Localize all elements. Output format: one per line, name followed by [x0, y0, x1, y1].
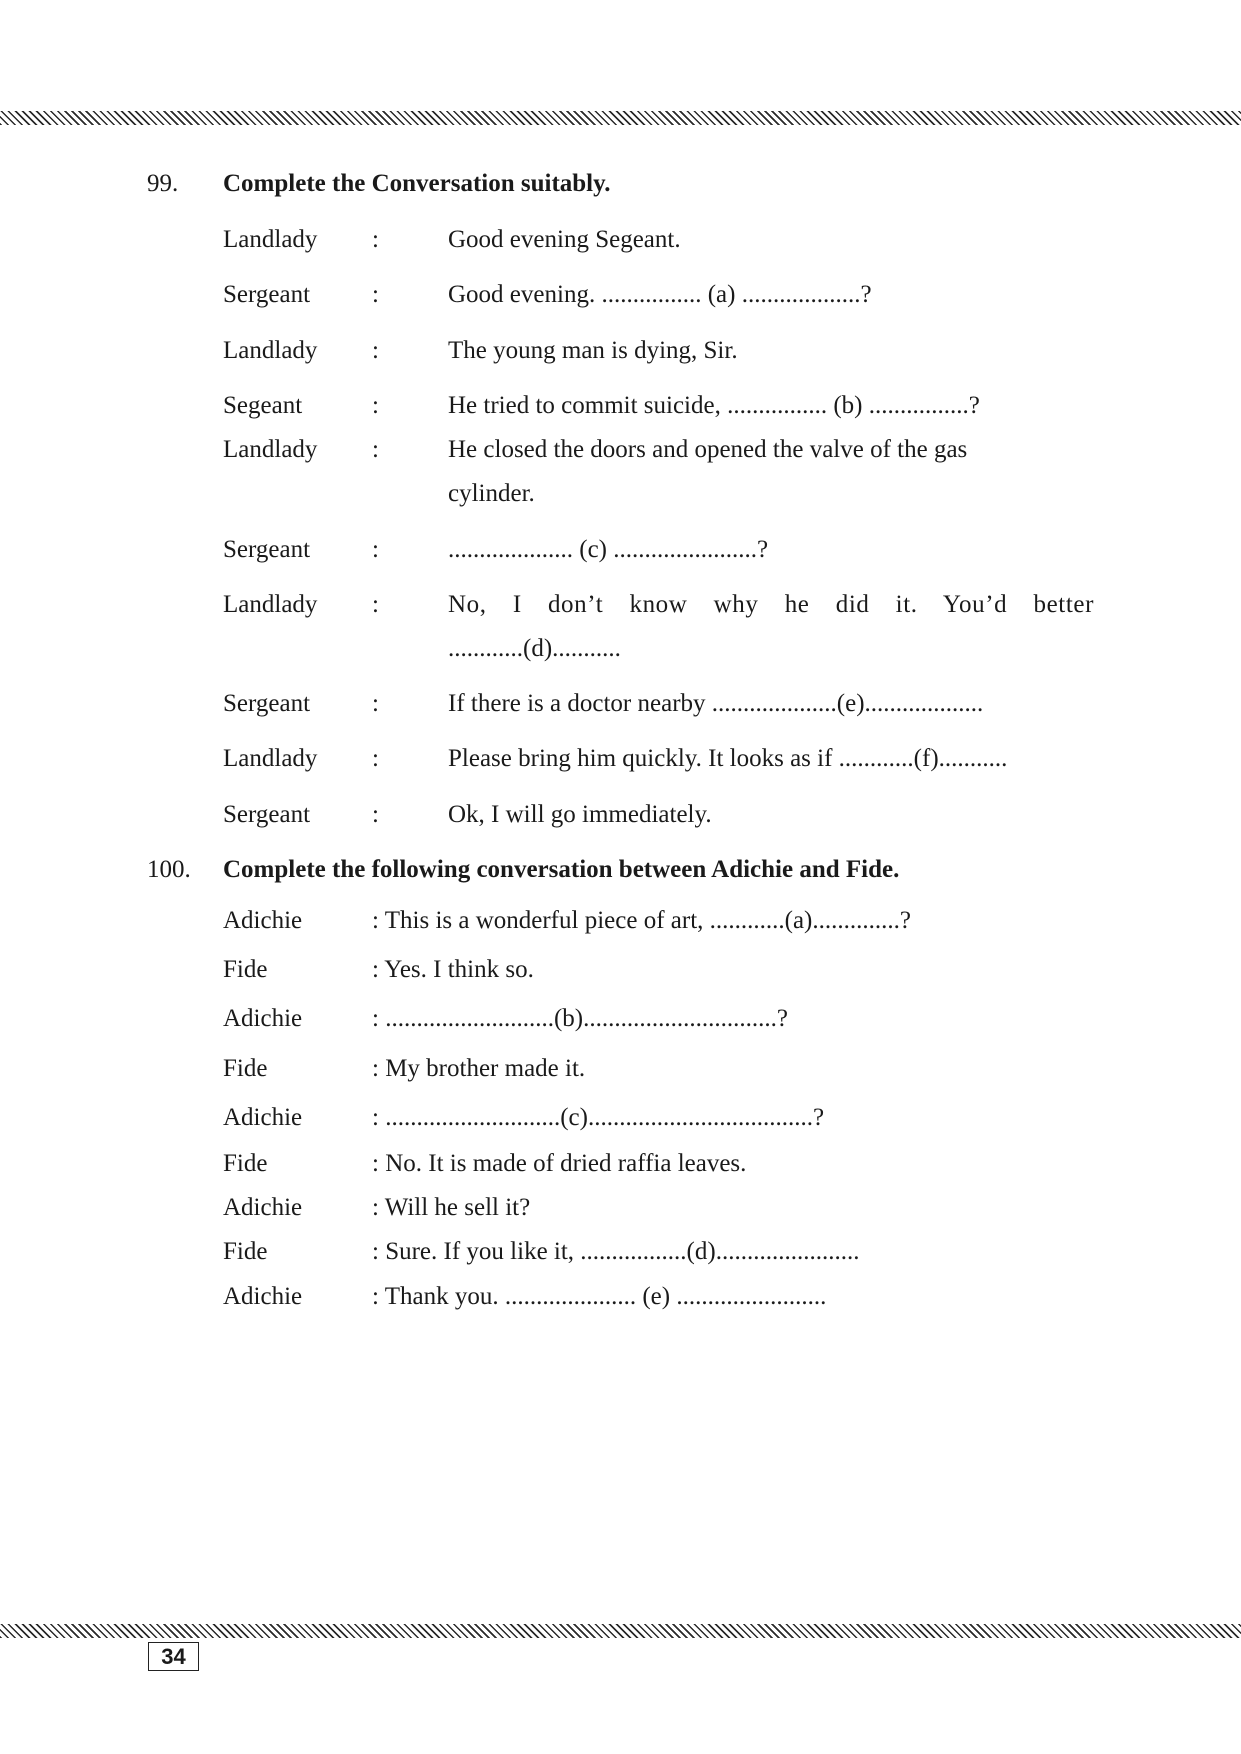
page-number: 34 — [148, 1642, 199, 1671]
dialogue-line: : Will he sell it? — [372, 1194, 531, 1221]
separator: : — [372, 801, 379, 828]
question-100-heading: Complete the following conversation between Adichie and Fide. — [223, 856, 900, 883]
dialogue-line: : Thank you. ..................... (e) ........................ — [372, 1283, 827, 1310]
separator: : — [372, 745, 379, 772]
dialogue-line: No, I don’t know why he did it. You’d better — [448, 591, 1094, 618]
speaker: Fide — [223, 1150, 268, 1177]
dialogue-line: If there is a doctor nearby ....................(e)................... — [448, 690, 984, 717]
dialogue-line: Good evening. ................ (a) ...................? — [448, 281, 872, 308]
dialogue-line: Good evening Segeant. — [448, 226, 681, 253]
speaker: Landlady — [223, 436, 318, 463]
dialogue-line: : My brother made it. — [372, 1055, 586, 1082]
dialogue-line: : This is a wonderful piece of art, ............(a)..............? — [372, 907, 911, 934]
dialogue-line: Please bring him quickly. It looks as if ............(f)........... — [448, 745, 1008, 772]
separator: : — [372, 690, 379, 717]
dialogue-line: : Sure. If you like it, .................(d)....................... — [372, 1238, 860, 1265]
dialogue-line-continued: cylinder. — [448, 480, 535, 507]
speaker: Sergeant — [223, 801, 311, 828]
dialogue-line-continued: ............(d)........... — [448, 635, 621, 662]
separator: : — [372, 281, 379, 308]
speaker: Sergeant — [223, 536, 311, 563]
question-99-number: 99. — [147, 170, 179, 197]
separator: : — [372, 591, 379, 618]
dialogue-line: : ............................(c)....................................? — [372, 1104, 825, 1131]
top-hatch-border — [0, 111, 1241, 125]
dialogue-line: : ...........................(b)...............................? — [372, 1005, 788, 1032]
question-100-number: 100. — [147, 856, 191, 883]
speaker: Adichie — [223, 907, 303, 934]
dialogue-line: He closed the doors and opened the valve of the gas — [448, 436, 968, 463]
dialogue-line: .................... (c) .......................? — [448, 536, 769, 563]
speaker: Landlady — [223, 745, 318, 772]
separator: : — [372, 226, 379, 253]
speaker: Segeant — [223, 392, 303, 419]
separator: : — [372, 337, 379, 364]
speaker: Adichie — [223, 1005, 303, 1032]
question-99-heading: Complete the Conversation suitably. — [223, 170, 611, 197]
dialogue-line: Ok, I will go immediately. — [448, 801, 712, 828]
speaker: Landlady — [223, 591, 318, 618]
speaker: Sergeant — [223, 690, 311, 717]
speaker: Sergeant — [223, 281, 311, 308]
dialogue-line: He tried to commit suicide, ................ (b) ................? — [448, 392, 980, 419]
dialogue-line: : No. It is made of dried raffia leaves. — [372, 1150, 747, 1177]
separator: : — [372, 392, 379, 419]
speaker: Adichie — [223, 1104, 303, 1131]
dialogue-line: The young man is dying, Sir. — [448, 337, 738, 364]
speaker: Fide — [223, 1055, 268, 1082]
speaker: Landlady — [223, 226, 318, 253]
separator: : — [372, 436, 379, 463]
speaker: Adichie — [223, 1283, 303, 1310]
speaker: Fide — [223, 956, 268, 983]
speaker: Fide — [223, 1238, 268, 1265]
speaker: Adichie — [223, 1194, 303, 1221]
separator: : — [372, 536, 379, 563]
dialogue-line: : Yes. I think so. — [372, 956, 534, 983]
bottom-hatch-border — [0, 1624, 1241, 1638]
speaker: Landlady — [223, 337, 318, 364]
